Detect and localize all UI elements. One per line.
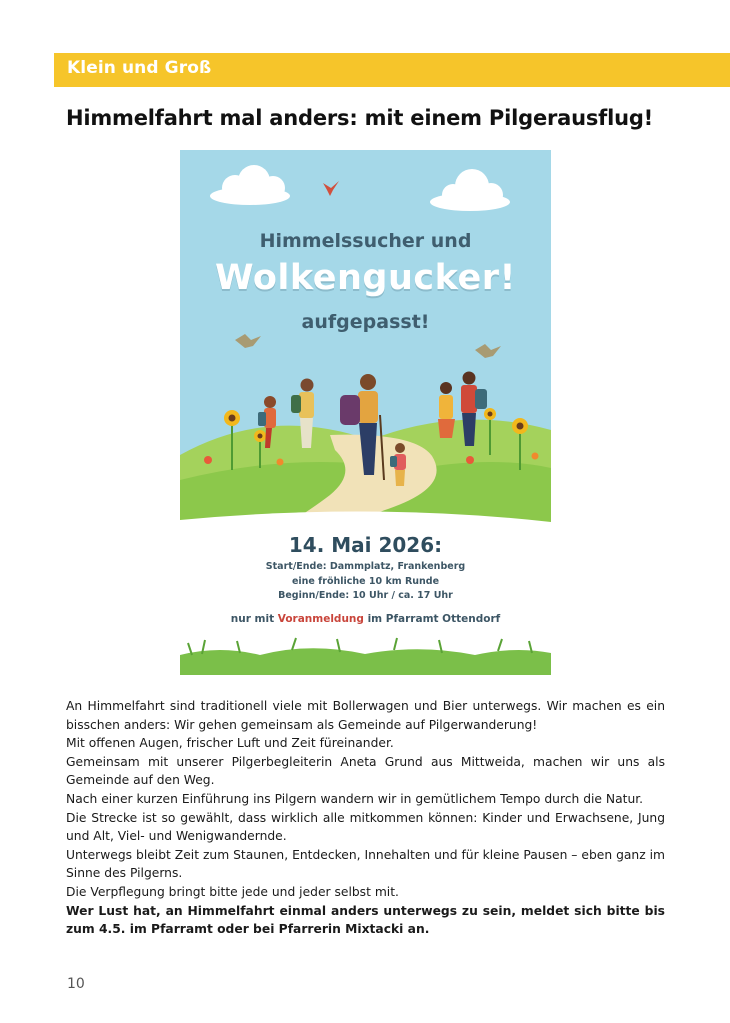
article-headline: Himmelfahrt mal anders: mit einem Pilgerausflug! (66, 106, 654, 130)
article-paragraph: Die Strecke ist so gewählt, dass wirklich alle mitkommen können: Kinder und Erwachsene, Jung und Alt, Viel- und Wenigwandernde. (66, 810, 665, 844)
poster-details (180, 560, 551, 604)
poster-title-line2: Wolkengucker! (215, 258, 516, 298)
hiker-woman-right1 (438, 382, 455, 438)
poster-registration (180, 613, 551, 625)
section-bar (54, 53, 730, 87)
registration-suffix: im Pfarramt Ottendorf (363, 613, 501, 625)
poster-date: 14. Mai 2026: (288, 533, 443, 557)
article-paragraph: Nach einer kurzen Einführung ins Pilgern wandern wir in gemütlichem Tempo durch die Natur. (66, 791, 644, 806)
bird-red (323, 181, 339, 196)
cloud-left (210, 165, 290, 205)
article-paragraph: An Himmelfahrt sind traditionell viele mit Bollerwagen und Bier unterwegs. Wir machen es ein bisschen anders: Wir gehen gemeinsam als Gemeinde auf Pilgerwanderung! (66, 699, 665, 732)
section-title: Klein und Groß (67, 58, 212, 78)
registration-highlight: Voranmeldung (277, 613, 364, 625)
cloud-right (430, 169, 510, 211)
article-paragraph: Gemeinsam mit unserer Pilgerbegleiterin Aneta Grund aus Mittweida, machen wir uns als Gemeinde auf den Weg. (66, 754, 665, 788)
bird-left (235, 334, 261, 348)
poster-detail-time: Beginn/Ende: 10 Uhr / ca. 17 Uhr (278, 590, 453, 601)
article-paragraph: Die Verpflegung bringt bitte jede und jeder selbst mit. (66, 884, 399, 899)
poster-detail-start: Start/Ende: Dammplatz, Frankenberg (265, 561, 466, 572)
article-paragraph: Mit offenen Augen, frischer Luft und Zeit füreinander. (66, 736, 394, 751)
poster-detail-route: eine fröhliche 10 km Runde (291, 575, 440, 587)
event-poster (180, 150, 551, 675)
article-closing: Wer Lust hat, an Himmelfahrt einmal anders unterwegs zu sein, meldet sich bitte bis zum 4.5. im Pfarramt oder bei Pfarrerin Mixtacki an. (66, 903, 665, 937)
poster-title-line1: Himmelssucher und (259, 230, 472, 252)
article-paragraph: Unterwegs bleibt Zeit zum Staunen, Entdecken, Innehalten und für kleine Pausen – eben ganz im Sinne des Pilgerns. (66, 847, 665, 881)
poster-title-line3: aufgepasst! (301, 311, 430, 333)
bird-right (475, 344, 501, 358)
article-body (66, 697, 665, 939)
page-number: 10 (67, 976, 85, 992)
registration-prefix: nur mit (230, 613, 278, 625)
